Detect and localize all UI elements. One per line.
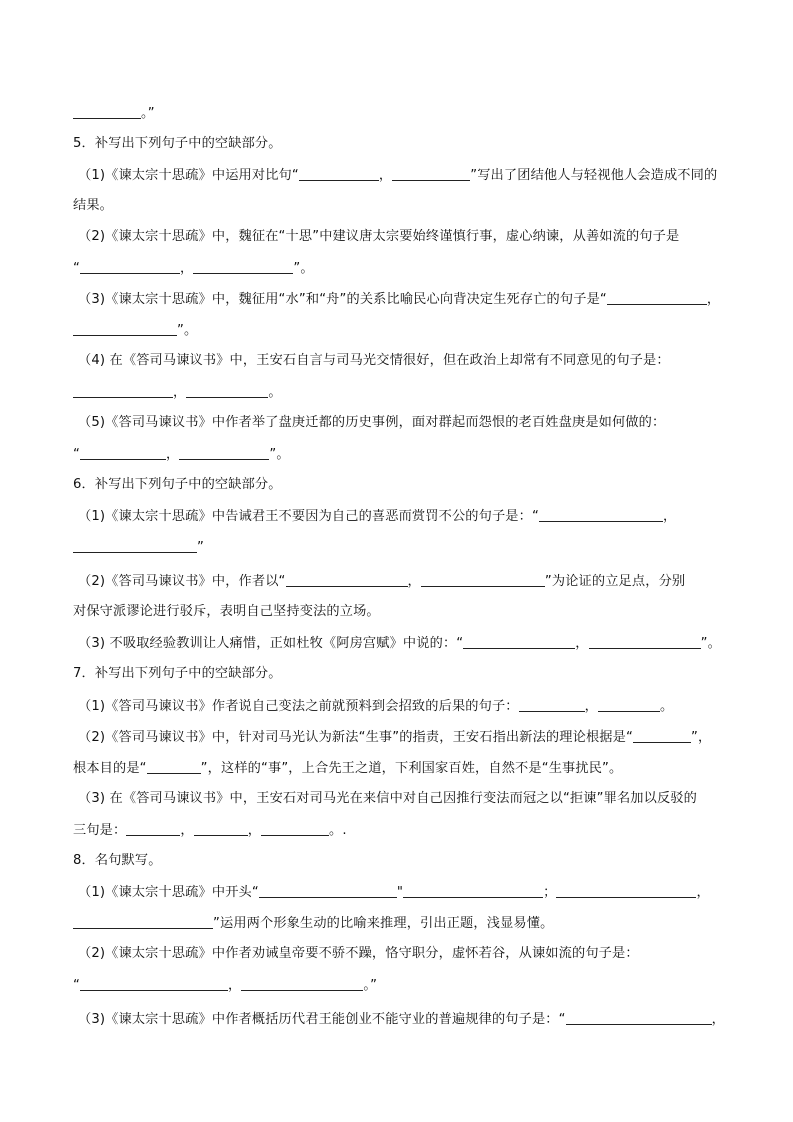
q6-item-2-cont: 对保守派谬论进行驳斥，表明自己坚持变法的立场。 — [73, 604, 380, 619]
q7-item-2-cont: 根本目的是“ ”，这样的“事”，上合先王之道，下利国家百姓，自然不是“生事扰民”。 — [73, 761, 623, 776]
q5-item-5: （5)《答司马谏议书》中作者举了盘庚迁都的历史事例，面对群起而怨恨的老百姓盘庚是如何做的： — [78, 415, 666, 430]
answer-blank[interactable] — [607, 290, 707, 305]
q7-item-1: （1)《答司马谏议书》作者说自己变法之前就预料到会招致的后果的句子： ， 。 — [78, 699, 674, 714]
answer-blank[interactable] — [519, 697, 585, 712]
answer-blank[interactable] — [80, 445, 166, 460]
q8-item-2-answer: “ ， 。” — [73, 978, 378, 993]
q6-heading: 6．补写出下列句子中的空缺部分。 — [73, 477, 282, 492]
q5-item-2: （2)《谏太宗十思疏》中，魏征在“十思”中建议唐太宗要始终谨慎行事，虚心纳谏，从善如流的句子是 — [78, 229, 680, 244]
q5-item-4-answer: ， 。 — [73, 383, 282, 402]
q5-item-4: （4) 在《答司马谏议书》中，王安石自言与司马光交情很好，但在政治上却常有不同意见的句子是： — [78, 353, 670, 368]
answer-blank[interactable] — [73, 321, 177, 336]
answer-blank[interactable] — [463, 634, 575, 649]
answer-blank[interactable] — [421, 572, 545, 587]
q7-item-2: （2)《答司马谏议书》中，针对司马光认为新法“生事”的指责，王安石指出新法的理论根据是“ ”， — [78, 730, 712, 745]
q5-item-5-answer: “ ， ”。 — [73, 447, 290, 462]
answer-blank[interactable] — [80, 259, 180, 274]
q8-item-1: （1)《谏太宗十思疏》中开头“ " ； ， — [78, 885, 710, 900]
q5-heading: 5．补写出下列句子中的空缺部分。 — [73, 136, 282, 151]
q6-item-2: （2)《答司马谏议书》中，作者以“ ， ”为论证的立足点，分别 — [78, 574, 686, 589]
q6-item-1: （1)《谏太宗十思疏》中告诫君王不要因为自己的喜恶而赏罚不公的句子是：“ ， — [78, 509, 677, 524]
closing-punct: 。” — [141, 106, 155, 121]
answer-blank[interactable] — [589, 634, 701, 649]
answer-blank[interactable] — [73, 914, 213, 929]
answer-blank[interactable] — [73, 104, 141, 119]
q8-item-3: （3)《谏太宗十思疏》中作者概括历代君王能创业不能守业的普遍规律的句子是：“ ， — [78, 1012, 725, 1027]
q5-item-1: （1)《谏太宗十思疏》中运用对比句“ ， ”写出了团结他人与轻视他人会造成不同的 — [78, 168, 718, 183]
answer-blank[interactable] — [633, 728, 691, 743]
q6-item-1-answer: ” — [73, 538, 204, 557]
q7-item-3: （3) 在《答司马谏议书》中，王安石对司马光在来信中对自己因推行变法而冠之以“拒谏”罪名加以反驳的 — [78, 791, 697, 806]
answer-blank[interactable] — [73, 538, 197, 553]
q8-item-2: （2)《谏太宗十思疏》中作者劝诫皇帝要不骄不躁，恪守职分，虚怀若谷，从谏如流的句子是： — [78, 946, 639, 961]
answer-blank[interactable] — [194, 821, 248, 836]
answer-blank[interactable] — [126, 821, 180, 836]
answer-blank[interactable] — [261, 821, 329, 836]
answer-blank[interactable] — [179, 445, 269, 460]
answer-blank[interactable] — [147, 759, 201, 774]
answer-blank[interactable] — [259, 883, 397, 898]
q5-item-3: （3)《谏太宗十思疏》中，魏征用“水”和“舟”的关系比喻民心向背决定生死存亡的句子是“ ， — [78, 292, 721, 307]
q8-heading: 8．名句默写。 — [73, 853, 162, 868]
answer-blank[interactable] — [299, 166, 379, 181]
answer-blank[interactable] — [403, 883, 543, 898]
prev-question-tail — [73, 104, 155, 123]
q6-item-3: （3) 不吸取经验教训让人痛惜，正如杜牧《阿房宫赋》中说的：“ ， ”。 — [78, 636, 721, 651]
answer-blank[interactable] — [73, 383, 173, 398]
q7-heading: 7．补写出下列句子中的空缺部分。 — [73, 666, 282, 681]
q5-item-1-cont: 结果。 — [73, 198, 114, 213]
answer-blank[interactable] — [539, 507, 663, 522]
answer-blank[interactable] — [556, 883, 696, 898]
answer-blank[interactable] — [392, 166, 470, 181]
answer-blank[interactable] — [598, 697, 660, 712]
answer-blank[interactable] — [241, 976, 363, 991]
answer-blank[interactable] — [566, 1010, 712, 1025]
answer-blank[interactable] — [193, 259, 293, 274]
q5-item-3-answer: ”。 — [73, 321, 197, 340]
q7-item-3-answer: 三句是： ， ， 。. — [73, 823, 347, 838]
q5-item-2-answer: “ ， ”。 — [73, 261, 314, 276]
answer-blank[interactable] — [286, 572, 408, 587]
answer-blank[interactable] — [80, 976, 228, 991]
q8-item-1-cont: ”运用两个形象生动的比喻来推理，引出正题，浅显易懂。 — [73, 914, 553, 933]
answer-blank[interactable] — [186, 383, 268, 398]
